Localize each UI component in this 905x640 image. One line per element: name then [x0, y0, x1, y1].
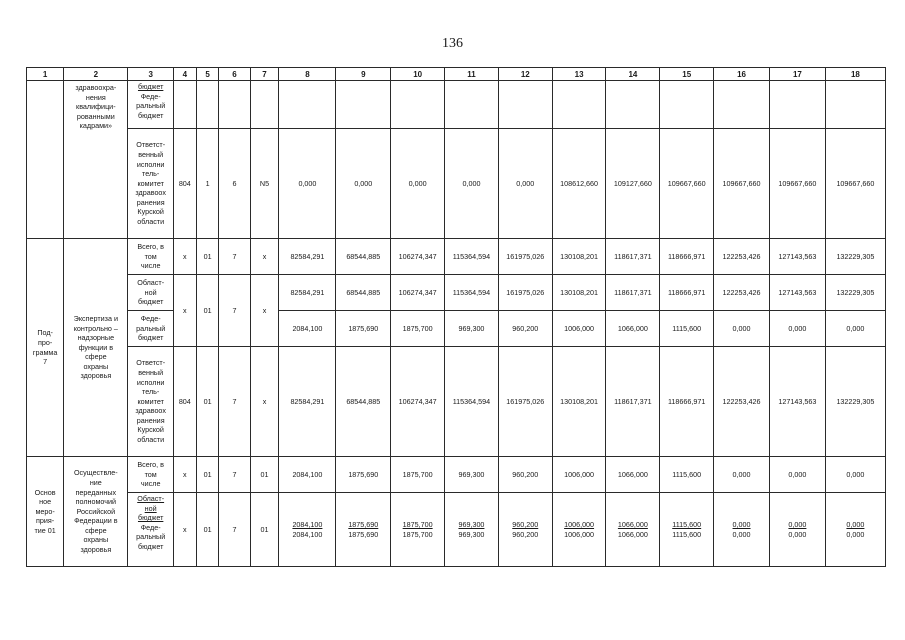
value-cell: 0,000 [714, 457, 770, 493]
value-cell: 118617,371 [606, 239, 660, 275]
value-cell: 0,000 [769, 457, 825, 493]
header-cell: 13 [552, 68, 606, 81]
table-row [27, 129, 886, 239]
value-cell: 0,000 [769, 311, 825, 347]
value-cell: 969,300 [445, 311, 499, 347]
header-cell: 1 [27, 68, 64, 81]
table-row [27, 311, 886, 347]
code-cell: х [173, 457, 196, 493]
source-cell: Ответст- венный исполни тель- комитет здравоох ранения Курской области [128, 129, 174, 239]
value-cell: 82584,291 [279, 239, 336, 275]
value-federal: 969,300 [458, 529, 485, 539]
code-cell: х [250, 275, 279, 347]
header-cell: 12 [498, 68, 552, 81]
value-cell: 109127,660 [606, 129, 660, 239]
subprogram-name-cell: Экспертиза и контрольно – надзорные функции в сфере охраны здоровья [64, 239, 128, 457]
value-cell: 118617,371 [606, 347, 660, 457]
code-cell: 01 [196, 347, 219, 457]
value-cell [660, 493, 714, 567]
value-cell: 1006,000 [552, 311, 606, 347]
header-cell: 15 [660, 68, 714, 81]
code-cell: 804 [173, 347, 196, 457]
value-cell: 122253,426 [714, 239, 770, 275]
main-measure-cell: Основ ное меро- прия- тие 01 [27, 457, 64, 567]
code-cell: х [250, 347, 279, 457]
value-cell: 0,000 [279, 129, 336, 239]
value-cell [606, 493, 660, 567]
value-cell [391, 493, 445, 567]
value-cell: 122253,426 [714, 275, 770, 311]
value-cell: 127143,563 [769, 239, 825, 275]
value-cell: 130108,201 [552, 347, 606, 457]
value-cell: 161975,026 [498, 239, 552, 275]
value-cell: 109667,660 [769, 129, 825, 239]
value-regional: 1875,690 [348, 519, 379, 529]
value-federal: 1066,000 [617, 529, 648, 539]
header-cell: 4 [173, 68, 196, 81]
source-label: Област- ной бюджет [137, 494, 165, 523]
value-regional: 1066,000 [617, 519, 648, 529]
value-cell: 127143,563 [769, 275, 825, 311]
value-cell: 1875,700 [391, 457, 445, 493]
value-cell: 1066,000 [606, 311, 660, 347]
value-cell: 0,000 [825, 311, 885, 347]
header-cell: 3 [128, 68, 174, 81]
source-cell: Всего, в том числе [128, 457, 174, 493]
code-cell: 01 [196, 493, 219, 567]
value-federal: 2084,100 [292, 529, 323, 539]
value-cell: 960,200 [498, 457, 552, 493]
value-cell: 0,000 [336, 129, 391, 239]
source-label: Феде- ральный бюджет [136, 522, 166, 551]
value-regional: 1006,000 [564, 519, 595, 529]
code-cell: х [173, 275, 196, 347]
value-regional: 1875,700 [402, 519, 433, 529]
value-regional: 0,000 [788, 519, 807, 529]
value-cell: 109667,660 [660, 129, 714, 239]
value-cell: 132229,305 [825, 239, 885, 275]
program-name-cell: здравоохра- нения квалифици- рованными кадрами» [64, 81, 128, 239]
value-cell: 1115,600 [660, 457, 714, 493]
value-regional: 2084,100 [292, 519, 323, 529]
row-label-cell [27, 81, 64, 239]
value-cell: 118666,971 [660, 347, 714, 457]
value-cell: 0,000 [825, 457, 885, 493]
value-cell: 109667,660 [714, 129, 770, 239]
header-cell: 5 [196, 68, 219, 81]
value-cell: 2084,100 [279, 311, 336, 347]
value-regional: 960,200 [512, 519, 539, 529]
value-cell: 82584,291 [279, 275, 336, 311]
value-cell: 68544,885 [336, 239, 391, 275]
header-cell: 11 [445, 68, 499, 81]
header-cell: 7 [250, 68, 279, 81]
value-cell: 0,000 [498, 129, 552, 239]
table-row [27, 81, 886, 129]
code-cell: 7 [219, 275, 250, 347]
value-cell [445, 493, 499, 567]
budget-table [26, 67, 886, 567]
value-federal: 0,000 [732, 529, 751, 539]
header-cell: 10 [391, 68, 445, 81]
header-cell: 14 [606, 68, 660, 81]
value-regional: 0,000 [732, 519, 751, 529]
source-label: Феде- ральный бюджет [136, 91, 166, 120]
value-federal: 0,000 [846, 529, 865, 539]
table-row [27, 457, 886, 493]
value-cell: 122253,426 [714, 347, 770, 457]
header-cell: 17 [769, 68, 825, 81]
value-federal: 0,000 [788, 529, 807, 539]
code-cell: х [250, 239, 279, 275]
header-row [27, 68, 886, 81]
value-cell: 132229,305 [825, 347, 885, 457]
value-cell [825, 493, 885, 567]
value-cell: 2084,100 [279, 457, 336, 493]
value-cell: 108612,660 [552, 129, 606, 239]
value-cell: 118666,971 [660, 275, 714, 311]
value-regional: 1115,600 [672, 519, 702, 529]
code-cell: 01 [196, 457, 219, 493]
header-cell: 9 [336, 68, 391, 81]
table-row [27, 239, 886, 275]
source-cell [128, 493, 174, 567]
source-label: бюджет [137, 82, 164, 91]
code-cell: 804 [173, 129, 196, 239]
value-federal: 1006,000 [564, 529, 595, 539]
source-cell: Ответст- венный исполни тель- комитет здравоох ранения Курской области [128, 347, 174, 457]
value-cell: 0,000 [714, 311, 770, 347]
code-cell: 7 [219, 347, 250, 457]
value-regional: 0,000 [846, 519, 865, 529]
value-cell [552, 493, 606, 567]
header-cell: 8 [279, 68, 336, 81]
value-federal: 1115,600 [672, 529, 702, 539]
header-cell: 16 [714, 68, 770, 81]
header-cell: 18 [825, 68, 885, 81]
value-cell [279, 493, 336, 567]
code-cell: 01 [250, 457, 279, 493]
value-cell: 106274,347 [391, 239, 445, 275]
code-cell: 7 [219, 457, 250, 493]
value-cell: 130108,201 [552, 275, 606, 311]
value-cell: 1875,700 [391, 311, 445, 347]
value-cell: 1006,000 [552, 457, 606, 493]
value-cell: 1066,000 [606, 457, 660, 493]
source-cell [128, 81, 174, 129]
value-cell [498, 493, 552, 567]
value-cell: 960,200 [498, 311, 552, 347]
value-cell [714, 493, 770, 567]
value-cell: 1875,690 [336, 457, 391, 493]
value-cell: 115364,594 [445, 275, 499, 311]
code-cell: 7 [219, 239, 250, 275]
value-cell: 109667,660 [825, 129, 885, 239]
value-cell: 161975,026 [498, 275, 552, 311]
subprogram-cell: Под- про- грамма 7 [27, 239, 64, 457]
value-cell: 127143,563 [769, 347, 825, 457]
value-cell: 130108,201 [552, 239, 606, 275]
code-cell: 1 [196, 129, 219, 239]
source-cell: Област- ной бюджет [128, 275, 174, 311]
value-federal: 1875,700 [402, 529, 433, 539]
header-cell: 2 [64, 68, 128, 81]
value-cell: 132229,305 [825, 275, 885, 311]
code-cell: N5 [250, 129, 279, 239]
code-cell: 7 [219, 493, 250, 567]
value-cell: 0,000 [391, 129, 445, 239]
header-cell: 6 [219, 68, 250, 81]
table-row [27, 347, 886, 457]
value-cell: 115364,594 [445, 347, 499, 457]
value-cell: 1115,600 [660, 311, 714, 347]
source-cell: Всего, в том числе [128, 239, 174, 275]
value-cell: 0,000 [445, 129, 499, 239]
value-cell [769, 493, 825, 567]
main-measure-name-cell: Осуществле- ние переданных полномочий Российской Федерации в сфере охраны здоровья [64, 457, 128, 567]
value-cell: 118666,971 [660, 239, 714, 275]
value-cell: 68544,885 [336, 347, 391, 457]
value-cell: 1875,690 [336, 311, 391, 347]
value-federal: 960,200 [512, 529, 539, 539]
page-number: 136 [442, 36, 463, 51]
code-cell: 6 [219, 129, 250, 239]
code-cell: 01 [196, 239, 219, 275]
value-cell: 106274,347 [391, 347, 445, 457]
value-federal: 1875,690 [348, 529, 379, 539]
value-regional: 969,300 [458, 519, 485, 529]
table-row [27, 493, 886, 567]
code-cell: х [173, 239, 196, 275]
table-row [27, 275, 886, 311]
source-cell: Феде- ральный бюджет [128, 311, 174, 347]
value-cell: 82584,291 [279, 347, 336, 457]
value-cell: 68544,885 [336, 275, 391, 311]
value-cell: 106274,347 [391, 275, 445, 311]
value-cell: 118617,371 [606, 275, 660, 311]
value-cell: 161975,026 [498, 347, 552, 457]
value-cell: 115364,594 [445, 239, 499, 275]
value-cell: 969,300 [445, 457, 499, 493]
code-cell: 01 [196, 275, 219, 347]
code-cell: х [173, 493, 196, 567]
code-cell: 01 [250, 493, 279, 567]
value-cell [336, 493, 391, 567]
